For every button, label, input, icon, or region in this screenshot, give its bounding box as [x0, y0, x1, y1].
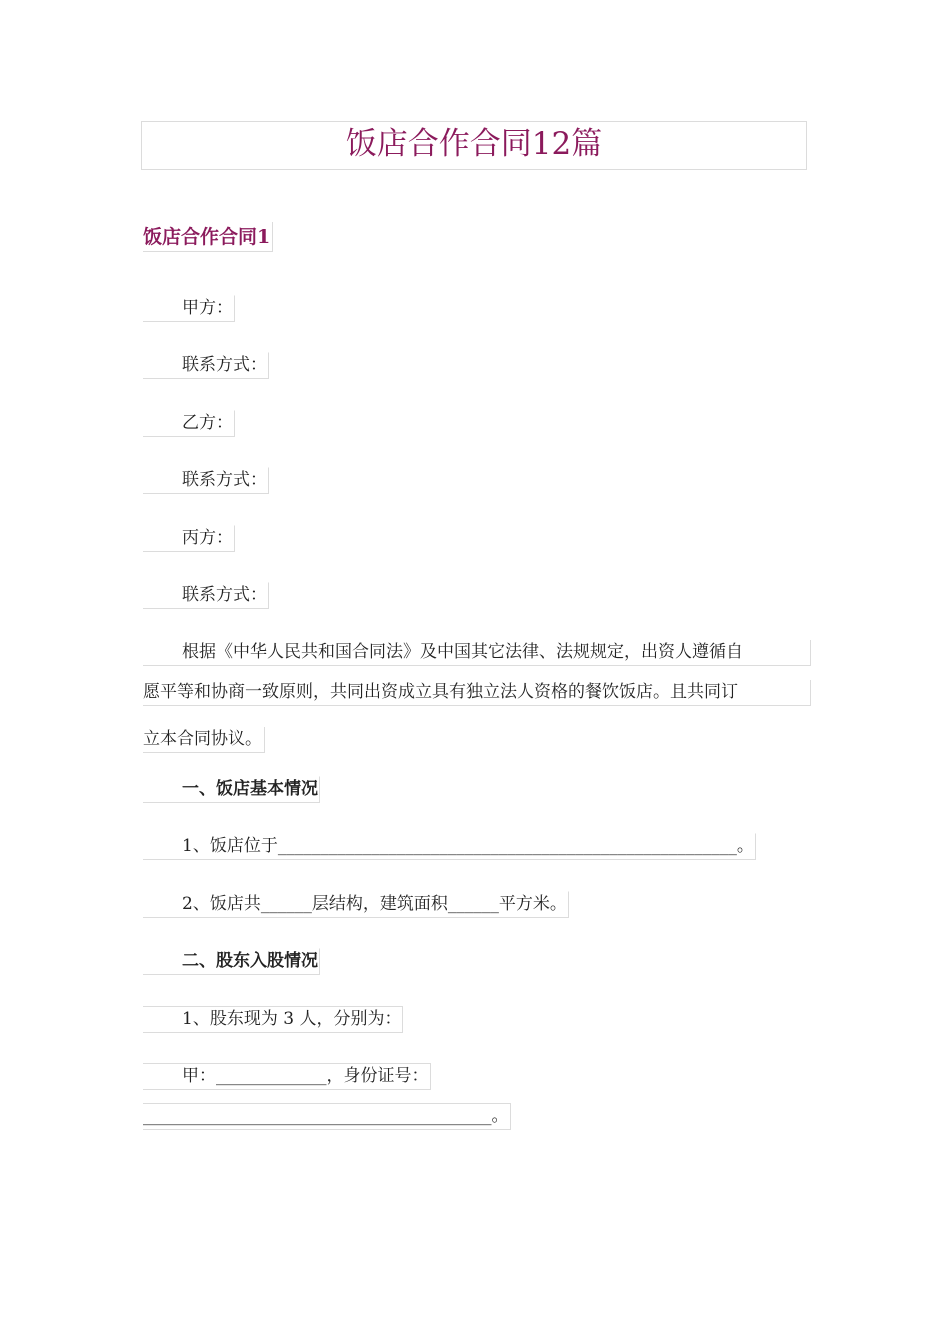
item-shareholder-count: 1、股东现为 3 人，分别为： — [143, 1006, 403, 1033]
party-a-label: 甲方： — [143, 295, 235, 322]
item-structure: 2、饭店共______层结构，建筑面积______平方米。 — [143, 891, 569, 918]
heading-shareholders: 二、股东入股情况 — [143, 948, 320, 975]
intro-paragraph — [143, 640, 811, 767]
section-title: 饭店合作合同1 — [143, 222, 273, 252]
document-title: 饭店合作合同12篇 — [141, 121, 807, 170]
intro-line-2: 愿平等和协商一致原则，共同出资成立具有独立法人资格的餐饮饭店。且共同订 — [143, 680, 811, 706]
intro-line-3: 立本合同协议。 — [143, 727, 265, 753]
party-a-contact-label: 联系方式： — [143, 352, 269, 379]
party-c-contact-label: 联系方式： — [143, 582, 269, 609]
intro-line-1: 根据《中华人民共和国合同法》及中国其它法律、法规规定，出资人遵循自 — [143, 640, 811, 666]
item-location: 1、饭店位于______________________________________________________。 — [143, 833, 756, 860]
id-number-blank: _________________________________________。 — [143, 1103, 511, 1130]
heading-basic-info: 一、饭店基本情况 — [143, 776, 320, 803]
party-b-contact-label: 联系方式： — [143, 467, 269, 494]
party-b-label: 乙方： — [143, 410, 235, 437]
party-c-label: 丙方： — [143, 525, 235, 552]
shareholder-a-line: 甲：_____________，身份证号： — [143, 1063, 431, 1090]
